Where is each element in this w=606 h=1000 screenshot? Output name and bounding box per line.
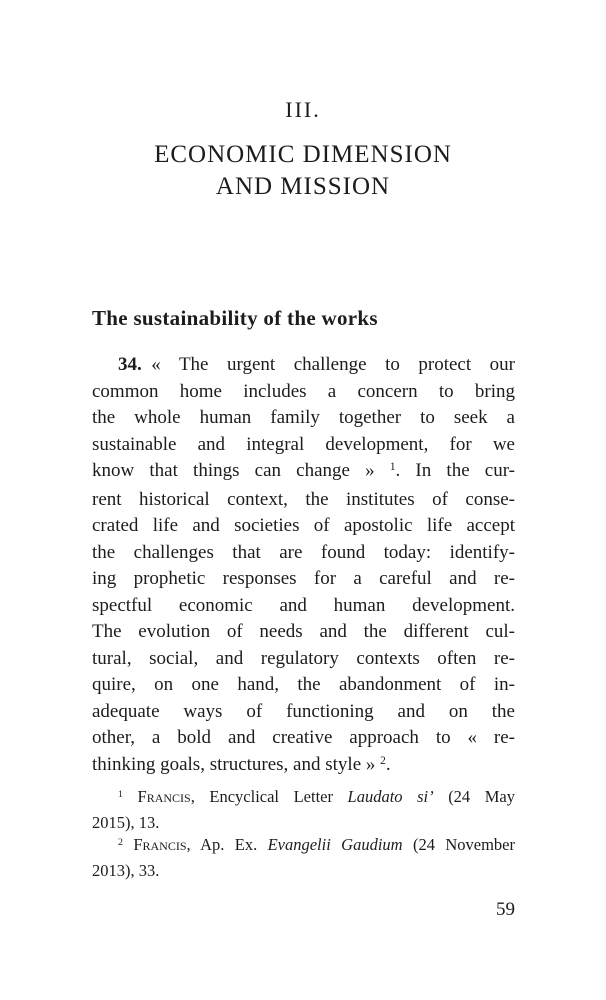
text-line: crated life and societies of apostolic life accept: [92, 515, 515, 536]
text-line: 2015), 13.: [92, 812, 160, 832]
chapter-title-line-1: ECONOMIC DIMENSION: [154, 141, 452, 168]
text-line: other, a bold and creative approach to « re-: [92, 727, 515, 748]
text-line: The evolution of needs and the different cul-: [92, 621, 515, 642]
page-number: 59: [496, 899, 515, 920]
text-line: sustainable and integral development, for we: [92, 433, 515, 455]
text-line: 34. « The urgent challenge to protect our: [118, 354, 515, 375]
body-paragraph: [92, 352, 515, 780]
section-heading: The sustainability of the works: [92, 306, 378, 330]
text-line: $^1$ Francis, Encyclical Letter Laudato si’ (24 May: [118, 787, 515, 806]
text-line: $^2$ Francis, Ap. Ex. Evangelii Gaudium (24 November: [118, 835, 515, 854]
text-line: ing prophetic responses for a careful and re-: [92, 568, 515, 589]
text-line: spectful economic and human development.: [92, 594, 515, 616]
text-line: common home includes a concern to bring: [92, 380, 515, 402]
footnote-2: [92, 834, 515, 882]
text-line: the challenges that are found today: identify-: [92, 541, 515, 563]
text-line: the whole human family together to seek a: [92, 407, 515, 428]
footnote-1: [92, 786, 515, 834]
text-line: adequate ways of functioning and on the: [92, 700, 515, 722]
text-line: 2013), 33.: [92, 860, 160, 880]
text-line: know that things can change » $^1$. In the cur-: [92, 460, 515, 481]
footnotes: [92, 786, 515, 882]
chapter-number: III.: [285, 97, 321, 122]
text-line: rent historical context, the institutes of conse-: [92, 488, 515, 510]
chapter-title-line-2: AND MISSION: [215, 173, 391, 200]
text-line: quire, on one hand, the abandonment of in-: [92, 674, 515, 695]
text-line: thinking goals, structures, and style » $^2$.: [92, 753, 391, 775]
text-line: tural, social, and regulatory contexts often re-: [92, 647, 515, 669]
chapter-title: [0, 139, 606, 203]
